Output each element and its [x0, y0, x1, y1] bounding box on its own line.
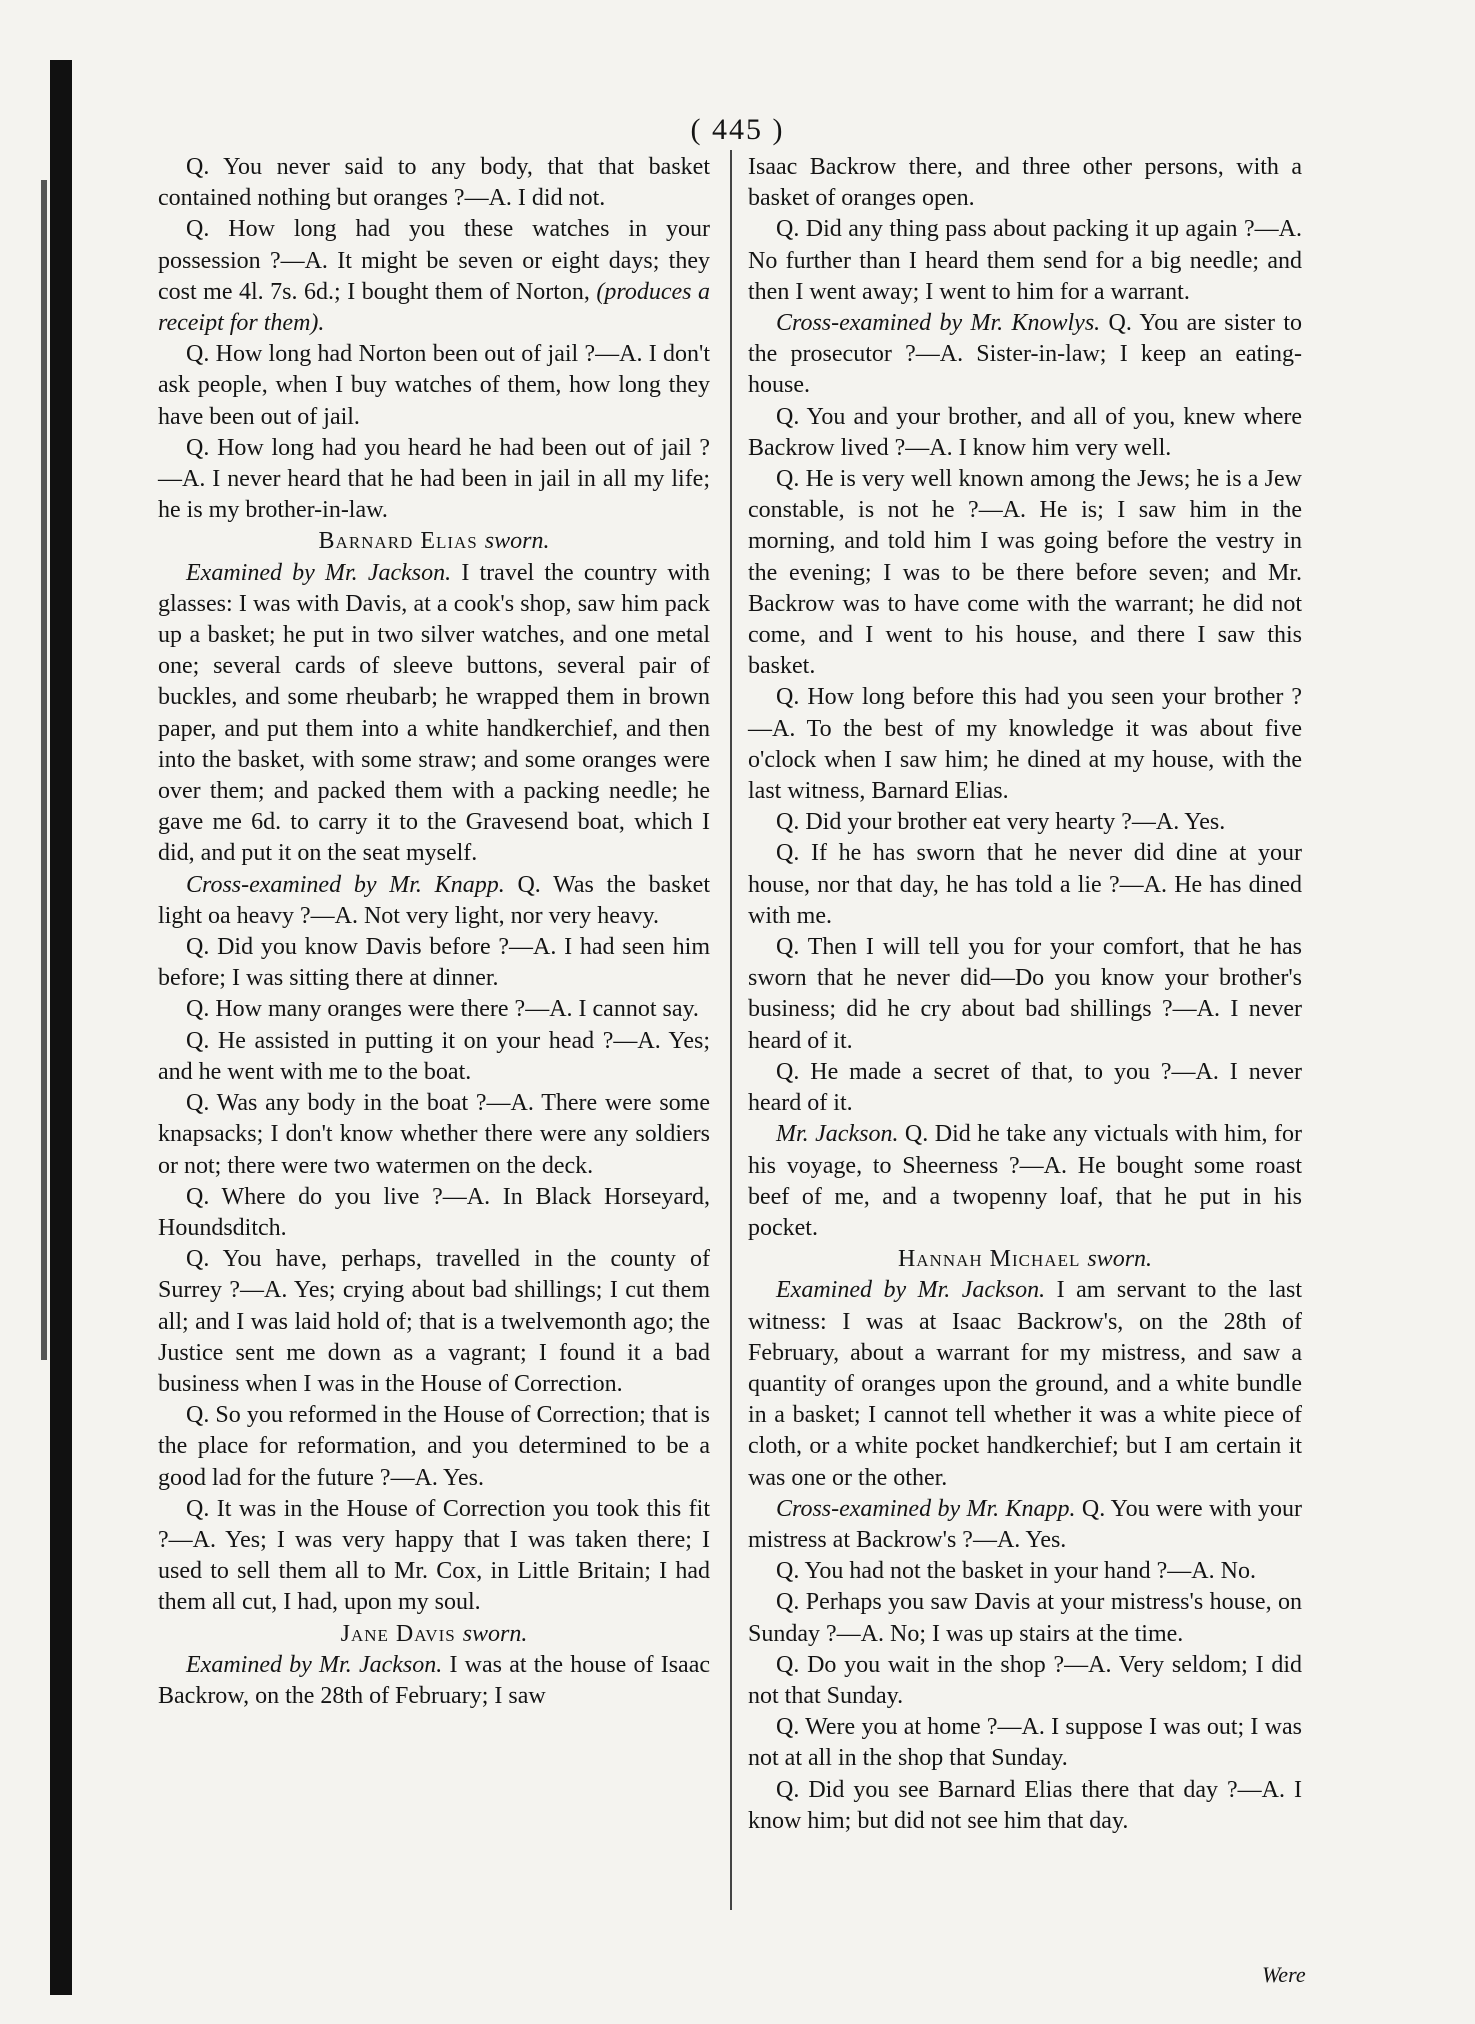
italic-text: (produces a receipt for them).: [158, 278, 710, 337]
italic-text: sworn.: [462, 1620, 528, 1647]
text-run: Q. How long had you heard he had been out of jail ?—A. I never heard that he had been in jail in all my life; he is my brother-in-law.: [158, 434, 710, 524]
paragraph: [748, 932, 1302, 1057]
text-run: Q. You had not the basket in your hand ?—A. No.: [776, 1558, 1256, 1585]
text-run: Q. Did you see Barnard Elias there that day ?—A. I know him; but did not see him that day.: [748, 1776, 1302, 1834]
right-column: [748, 152, 1302, 1837]
text-run: Q. Were you at home ?—A. I suppose I was out; I was not at all in the shop that Sunday.: [748, 1714, 1302, 1772]
italic-text: Examined by Mr. Jackson.: [776, 1277, 1046, 1304]
paragraph: [158, 1650, 710, 1712]
text-run: Q. Was any body in the boat ?—A. There were some knapsacks; I don't know whether there were any soldiers or not; there were two watermen on the deck.: [158, 1090, 710, 1179]
paragraph: [158, 1088, 710, 1182]
paragraph: [748, 807, 1302, 838]
paragraph: [748, 682, 1302, 807]
paragraph: [748, 464, 1302, 682]
paragraph: [158, 558, 710, 870]
column-divider: [730, 150, 732, 1910]
paragraph: [158, 1244, 710, 1400]
paragraph: [748, 1587, 1302, 1649]
paragraph: [158, 870, 710, 932]
italic-text: Cross-examined by Mr. Knapp.: [776, 1495, 1076, 1522]
text-run: Q. He is very well known among the Jews; he is a Jew constable, is not he ?—A. He is; I saw him in the morning, and told him I was going before the vestry in the evening; I was to be there before seven; and Mr. Backrow was to have come with the warrant; he did not come, and I went to his house, and there I saw this basket.: [748, 466, 1302, 680]
text-run: Q. How long had Norton been out of jail ?—A. I don't ask people, when I buy watches of them, how long they have been out of jail.: [158, 341, 710, 430]
page-edge-shadow-inner: [41, 180, 47, 1360]
text-run: Q. Did your brother eat very hearty ?—A. Yes.: [776, 809, 1226, 836]
text-run: Q. Was the basket light oa heavy ?—A. Not very light, nor very heavy.: [158, 871, 710, 929]
text-run: Q. Did any thing pass about packing it up again ?—A. No further than I heard them send for a big needle; and then I went away; I went to him for a warrant.: [748, 216, 1302, 305]
italic-text: Examined by Mr. Jackson.: [186, 559, 452, 586]
paragraph: [748, 1275, 1302, 1493]
paragraph: [748, 1494, 1302, 1556]
catchword: Were: [1262, 1962, 1306, 1987]
text-run: Q. He assisted in putting it on your head ?—A. Yes; and he went with me to the boat.: [158, 1027, 710, 1085]
paragraph: [158, 994, 710, 1025]
italic-text: Mr. Jackson.: [776, 1121, 899, 1148]
text-run: Q. Then I will tell you for your comfort, that he has sworn that he never did—Do you know your brother's business; did he cry about bad shillings ?—A. I never heard of it.: [748, 934, 1302, 1054]
text-run: Barnard Elias: [318, 528, 485, 555]
text-run: Q. He made a secret of that, to you ?—A. I never heard of it.: [748, 1058, 1302, 1117]
text-run: Q. You are sister to the prosecutor ?—A. Sister-in-law; I keep an eating-house.: [748, 310, 1302, 399]
text-run: Q. How long before this had you seen your brother ?—A. To the best of my knowledge it was about five o'clock when I saw him; he dined at my house, with the last witness, Barnard Elias.: [748, 684, 1302, 805]
text-run: Q. Did you know Davis before ?—A. I had seen him before; I was sitting there at dinner.: [158, 934, 710, 992]
page-number: ( 445 ): [690, 113, 785, 146]
text-run: Q. Where do you live ?—A. In Black Horseyard, Houndsditch.: [158, 1183, 710, 1241]
paragraph: [158, 339, 710, 433]
text-run: Q. You and your brother, and all of you, knew where Backrow lived ?—A. I know him very well.: [748, 403, 1302, 461]
witness-heading: [158, 526, 710, 557]
paragraph: [158, 433, 710, 527]
text-run: Isaac Backrow there, and three other persons, with a basket of oranges open.: [748, 154, 1302, 212]
text-run: Q. You were with your mistress at Backrow's ?—A. Yes.: [748, 1495, 1302, 1553]
witness-heading: [748, 1244, 1302, 1275]
paragraph: [748, 1057, 1302, 1119]
text-run: Hannah Michael: [897, 1246, 1088, 1273]
paragraph: [158, 1026, 710, 1088]
text-run: Q. So you reformed in the House of Correction; that is the place for reformation, and you determined to be a good lad for the future ?—A. Yes.: [158, 1402, 710, 1491]
paragraph: [748, 1775, 1302, 1837]
paragraph: [158, 1400, 710, 1494]
text-run: Q. Perhaps you saw Davis at your mistress's house, on Sunday ?—A. No; I was up stairs at the time.: [748, 1589, 1302, 1647]
left-column: [158, 152, 710, 1712]
paragraph: [748, 1556, 1302, 1587]
text-run: Q. How many oranges were there ?—A. I cannot say.: [186, 996, 699, 1023]
paragraph: [748, 1712, 1302, 1774]
paragraph: [748, 214, 1302, 308]
paragraph: [748, 1650, 1302, 1712]
paragraph: [158, 214, 710, 339]
text-run: I travel the country with glasses: I was with Davis, at a cook's shop, saw him pack up a basket; he put in two silver watches, and one metal one; several cards of sleeve buttons, several pair of buckles, and some rheubarb; he wrapped them in brown paper, and put them into a white handkerchief, and then into the basket, with some straw; and some oranges were over them; and packed them with a packing needle; he gave me 6d. to carry it to the Gravesend boat, which I did, and put it on the seat myself.: [158, 559, 710, 867]
text-run: I was at the house of Isaac Backrow, on the 28th of February; I saw: [158, 1651, 711, 1709]
paragraph: [158, 1182, 710, 1244]
italic-text: Examined by Mr. Jackson.: [186, 1651, 443, 1678]
text-run: Q. Do you wait in the shop ?—A. Very seldom; I did not that Sunday.: [748, 1651, 1302, 1709]
text-run: Q. If he has sworn that he never did dine at your house, nor that day, he has told a lie ?—A. He has dined with me.: [748, 840, 1302, 929]
paragraph: [748, 308, 1302, 402]
text-run: Q. It was in the House of Correction you took this fit ?—A. Yes; I was very happy that I was taken there; I used to sell them all to Mr. Cox, in Little Britain; I had them all cut, I had, upon my soul.: [158, 1495, 710, 1616]
paragraph: [748, 1119, 1302, 1244]
italic-text: sworn.: [484, 528, 550, 555]
paragraph: [158, 932, 710, 994]
paragraph: [158, 1494, 710, 1619]
text-run: I am servant to the last witness: I was at Isaac Backrow's, on the 28th of February, about a warrant for my mistress, and saw a quantity of oranges upon the ground, and a white bundle in a basket; I cannot tell whether it was a white piece of cloth, or a white pocket handkerchief; but I am certain it was one or the other.: [748, 1277, 1302, 1491]
paragraph: [748, 402, 1302, 464]
text-run: Q. You have, perhaps, travelled in the county of Surrey ?—A. Yes; crying about bad shillings; I cut them all; and I was laid hold of; that is a twelvemonth ago; the Justice sent me down as a vagrant; I found it a bad business when I was in the House of Correction.: [158, 1246, 710, 1397]
text-run: Q. How long had you these watches in your possession ?—A. It might be seven or eight days; they cost me 4l. 7s. 6d.; I bought them of Norton,: [158, 216, 710, 305]
page-edge-shadow: [50, 60, 72, 1995]
paragraph: [158, 152, 710, 214]
italic-text: sworn.: [1087, 1246, 1153, 1273]
text-run: Q. You never said to any body, that that basket contained nothing but oranges ?—A. I did not.: [158, 154, 710, 212]
text-run: Q. Did he take any victuals with him, for his voyage, to Sheerness ?—A. He bought some roast beef of me, and a twopenny loaf, that he put in his pocket.: [748, 1121, 1303, 1241]
text-run: Jane Davis: [340, 1620, 463, 1647]
witness-heading: [158, 1619, 710, 1650]
italic-text: Cross-examined by Mr. Knowlys.: [776, 310, 1101, 337]
paragraph: [748, 152, 1302, 214]
paragraph: [748, 838, 1302, 932]
italic-text: Cross-examined by Mr. Knapp.: [186, 871, 505, 898]
